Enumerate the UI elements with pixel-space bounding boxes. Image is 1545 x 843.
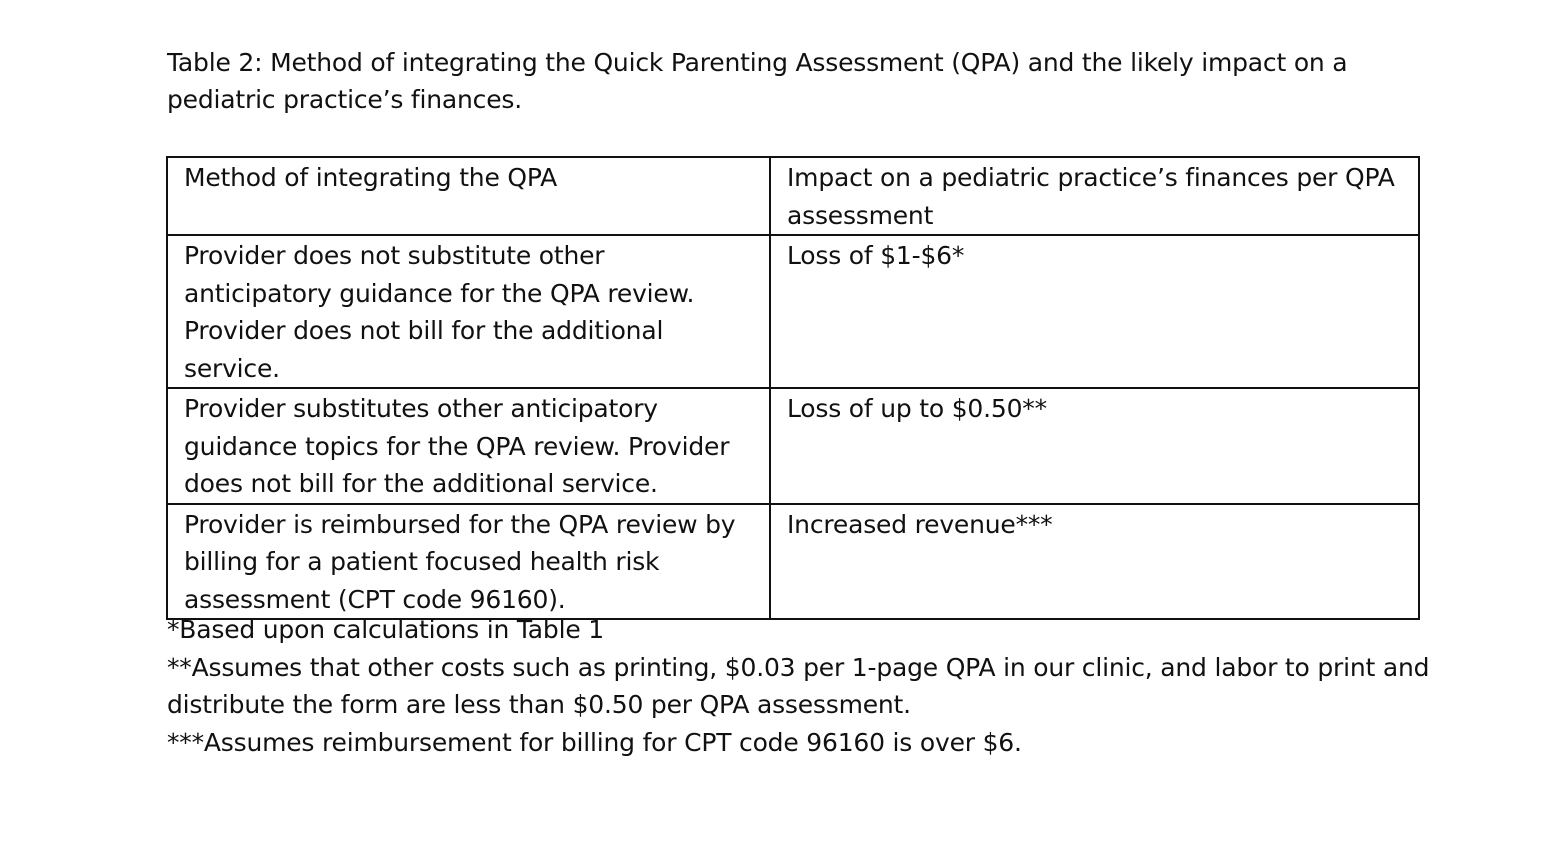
table-header-row: [167, 157, 1419, 235]
table-row: [167, 504, 1419, 620]
column-header-impact: Impact on a pediatric practice’s finances per QPA assessment: [770, 157, 1419, 235]
table-caption: Table 2: Method of integrating the Quick Parenting Assessment (QPA) and the likely impact on a pediatric practice’s finances.: [167, 48, 1348, 114]
method-cell: Provider substitutes other anticipatory guidance topics for the QPA review. Provider does not bill for the additional service.: [167, 388, 770, 504]
table-row: [167, 388, 1419, 504]
impact-cell: Loss of $1-$6*: [770, 235, 1419, 388]
qpa-finance-table: [166, 156, 1420, 620]
impact-cell: Increased revenue***: [770, 504, 1419, 620]
impact-cell: Loss of up to $0.50**: [770, 388, 1419, 504]
column-header-method: Method of integrating the QPA: [167, 157, 770, 235]
footnote-single-asterisk: *Based upon calculations in Table 1: [167, 615, 604, 644]
table-row: [167, 235, 1419, 388]
footnote-triple-asterisk: ***Assumes reimbursement for billing for CPT code 96160 is over $6.: [167, 727, 1022, 757]
footnotes: [167, 611, 1497, 761]
method-cell: Provider is reimbursed for the QPA review by billing for a patient focused health risk assessment (CPT code 96160).: [167, 504, 770, 620]
method-cell: Provider does not substitute other anticipatory guidance for the QPA review. Provider does not bill for the additional service.: [167, 235, 770, 388]
footnote-double-asterisk: **Assumes that other costs such as printing, $0.03 per 1-page QPA in our clinic, and labor to print and distribute the form are less than $0.50 per QPA assessment.: [167, 652, 1430, 719]
